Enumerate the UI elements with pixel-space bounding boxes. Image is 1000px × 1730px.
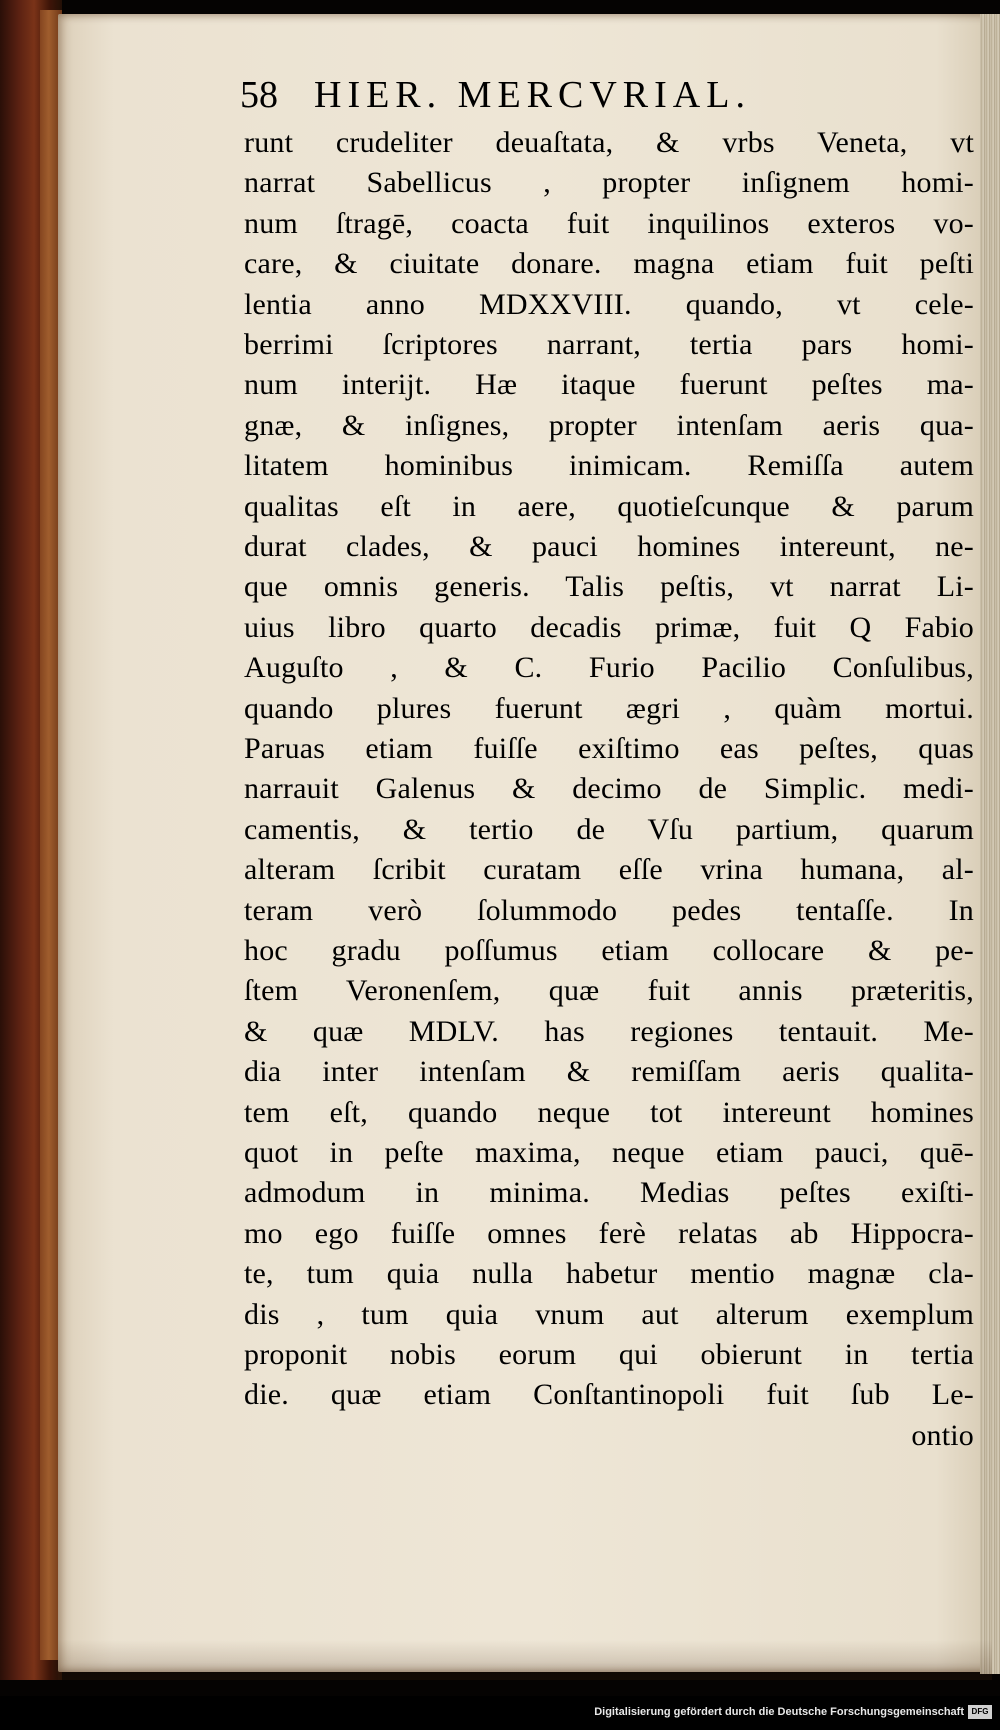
text-line: uius libro quarto decadis primæ, fuit Q Fabio	[244, 610, 974, 644]
text-line: quot in peſte maxima, neque etiam pauci, quē-	[244, 1136, 974, 1169]
text-line: Auguſto , & C. Furio Pacilio Conſulibus,	[244, 651, 974, 685]
text-line: lentia anno MDXXVIII. quando, vt cele-	[244, 287, 974, 321]
text-line: ſtem Veronenſem, quæ fuit annis præteritis,	[244, 974, 974, 1008]
page-shadow	[58, 1640, 992, 1680]
text-line: gnæ, & inſignes, propter intenſam aeris qua-	[244, 408, 974, 442]
page-fore-edge	[980, 14, 1000, 1674]
text-line: die. quæ etiam Conſtantinopoli fuit ſub Le-	[244, 1378, 974, 1412]
text-line: teram verò ſolummodo pedes tentaſſe. In	[244, 893, 974, 927]
catchword: ontio	[911, 1418, 974, 1452]
text-line: num ſtragē, coacta fuit inquilinos exteros vo-	[244, 206, 974, 240]
text-line: alteram ſcribit curatam eſſe vrina humana, al-	[244, 853, 974, 887]
text-line: qualitas eſt in aere, quotieſcunque & parum	[244, 489, 974, 523]
text-line: camentis, & tertio de Vſu partium, quarum	[244, 812, 974, 846]
text-line: Paruas etiam fuiſſe exiſtimo eas peſtes, quas	[244, 732, 974, 765]
text-line: proponit nobis eorum qui obierunt in tertia	[244, 1338, 974, 1371]
text-line: durat clades, & pauci homines intereunt, ne-	[244, 530, 974, 563]
digitization-footer	[0, 1696, 1000, 1730]
text-line: dia inter intenſam & remiſſam aeris qualita-	[244, 1055, 974, 1089]
running-header	[240, 76, 751, 114]
text-line: num interijt. Hæ itaque fuerunt peſtes ma-	[244, 368, 974, 402]
page-number: 58	[240, 74, 278, 116]
text-line: narrauit Galenus & decimo de Simplic. medi-	[244, 772, 974, 806]
text-line: narrat Sabellicus , propter inſignem homi-	[244, 166, 974, 200]
dfg-logo-icon: DFG	[968, 1705, 992, 1719]
text-line: berrimi ſcriptores narrant, tertia pars homi-	[244, 328, 974, 361]
running-title: HIER. MERCVRIAL.	[314, 74, 751, 116]
text-line: quando plures fuerunt ægri , quàm mortui.	[244, 691, 974, 725]
text-line: dis , tum quia vnum aut alterum exemplum	[244, 1297, 974, 1331]
text-line: admodum in minima. Medias peſtes exiſti-	[244, 1176, 974, 1210]
funding-credit: Digitalisierung gefördert durch die Deutsche Forschungsgemeinschaft	[594, 1706, 964, 1718]
text-line: te, tum quia nulla habetur mentio magnæ cla-	[244, 1257, 974, 1291]
text-line: & quæ MDLV. has regiones tentauit. Me-	[244, 1014, 974, 1048]
text-line: que omnis generis. Talis peſtis, vt narrat Li-	[244, 570, 974, 604]
text-line: mo ego fuiſſe omnes ferè relatas ab Hippocra-	[244, 1216, 974, 1250]
text-line: tem eſt, quando neque tot intereunt homines	[244, 1095, 974, 1129]
text-line: hoc gradu poſſumus etiam collocare & pe-	[244, 934, 974, 967]
text-line: litatem hominibus inimicam. Remiſſa autem	[244, 449, 974, 483]
text-line: runt crudeliter deuaſtata, & vrbs Veneta, vt	[244, 126, 974, 159]
text-line: care, & ciuitate donare. magna etiam fuit peſti	[244, 247, 974, 281]
